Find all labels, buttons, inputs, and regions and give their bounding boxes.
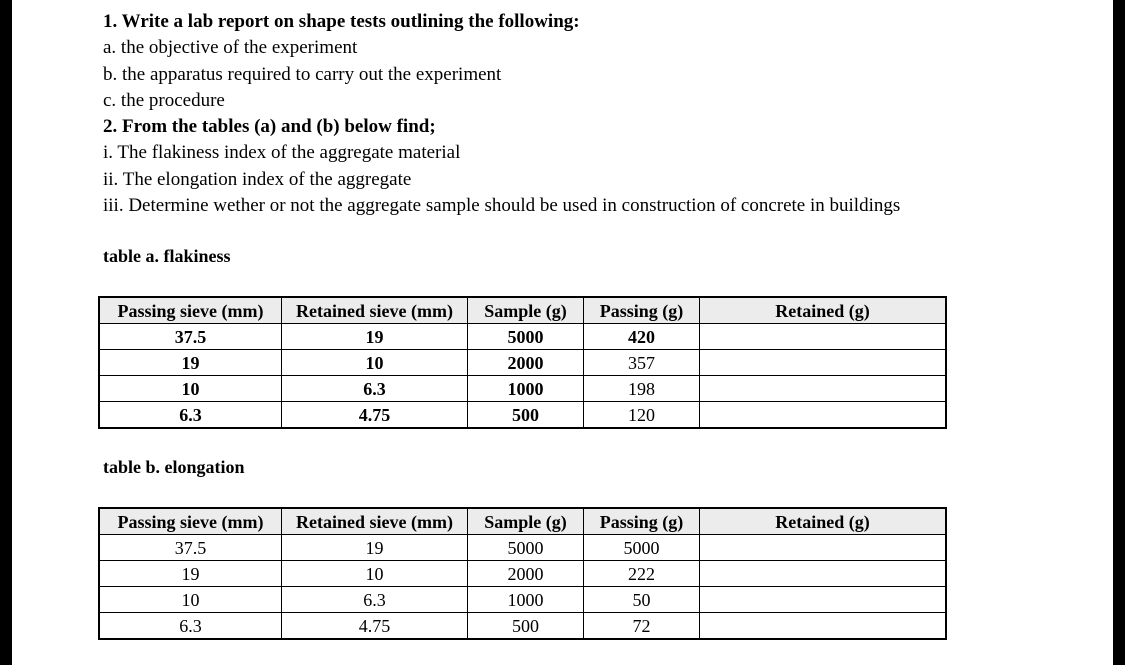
table-cell: 500 (468, 402, 584, 429)
column-header: Sample (g) (468, 297, 584, 324)
table-cell: 37.5 (99, 535, 282, 561)
table-cell: 357 (584, 350, 700, 376)
table-cell: 10 (99, 376, 282, 402)
table-cell: 222 (584, 561, 700, 587)
question-1-item-b: b. the apparatus required to carry out the experiment (103, 63, 502, 85)
table-cell: 19 (99, 561, 282, 587)
instructions-block (103, 9, 1003, 219)
table-cell (700, 376, 947, 402)
table-cell: 2000 (468, 350, 584, 376)
table-row (99, 561, 946, 587)
table-cell: 4.75 (282, 402, 468, 429)
table-cell: 10 (282, 561, 468, 587)
table-cell (700, 613, 947, 640)
table-cell: 5000 (584, 535, 700, 561)
table-cell: 72 (584, 613, 700, 640)
table-cell: 500 (468, 613, 584, 640)
table-cell: 198 (584, 376, 700, 402)
question-2-heading: 2. From the tables (a) and (b) below find; (103, 116, 436, 138)
table-cell (700, 324, 947, 350)
table-header-row (99, 508, 946, 535)
table-b-title: table b. elongation (103, 457, 245, 477)
table-row (99, 350, 946, 376)
table-cell (700, 587, 947, 613)
left-frame-border (0, 0, 12, 665)
question-1-item-c: c. the procedure (103, 89, 225, 111)
table-cell (700, 561, 947, 587)
table-cell: 5000 (468, 324, 584, 350)
question-1-heading: 1. Write a lab report on shape tests outlining the following: (103, 11, 580, 32)
elongation-table (98, 507, 947, 640)
table-row (99, 376, 946, 402)
table-cell: 6.3 (282, 376, 468, 402)
table-row (99, 324, 946, 350)
table-cell (700, 350, 947, 376)
table-cell: 10 (99, 587, 282, 613)
table-row (99, 587, 946, 613)
table-cell: 37.5 (99, 324, 282, 350)
column-header: Retained sieve (mm) (282, 508, 468, 535)
table-cell: 19 (282, 535, 468, 561)
column-header: Passing sieve (mm) (99, 297, 282, 324)
table-cell (700, 535, 947, 561)
column-header: Passing (g) (584, 508, 700, 535)
table-cell: 1000 (468, 376, 584, 402)
table-cell: 19 (99, 350, 282, 376)
right-frame-border (1113, 0, 1125, 665)
question-2-item-i: i. The flakiness index of the aggregate material (103, 142, 461, 164)
question-1-item-a: a. the objective of the experiment (103, 37, 358, 59)
table-cell (700, 402, 947, 429)
table-cell: 420 (584, 324, 700, 350)
column-header: Passing (g) (584, 297, 700, 324)
column-header: Retained sieve (mm) (282, 297, 468, 324)
table-header-row (99, 297, 946, 324)
table-cell: 50 (584, 587, 700, 613)
question-2-item-iii: iii. Determine wether or not the aggregate sample should be used in construction of concrete in buildings (103, 195, 901, 217)
column-header: Retained (g) (700, 297, 947, 324)
table-cell: 1000 (468, 587, 584, 613)
table-row (99, 613, 946, 640)
table-cell: 6.3 (99, 402, 282, 429)
table-cell: 2000 (468, 561, 584, 587)
table-row (99, 535, 946, 561)
table-a-title: table a. flakiness (103, 246, 231, 266)
table-cell: 10 (282, 350, 468, 376)
table-cell: 6.3 (99, 613, 282, 640)
table-row (99, 402, 946, 429)
question-2-item-ii: ii. The elongation index of the aggregate (103, 168, 412, 190)
column-header: Retained (g) (700, 508, 947, 535)
table-cell: 19 (282, 324, 468, 350)
table-cell: 6.3 (282, 587, 468, 613)
table-cell: 120 (584, 402, 700, 429)
flakiness-table (98, 296, 947, 429)
column-header: Passing sieve (mm) (99, 508, 282, 535)
table-cell: 5000 (468, 535, 584, 561)
table-cell: 4.75 (282, 613, 468, 640)
column-header: Sample (g) (468, 508, 584, 535)
